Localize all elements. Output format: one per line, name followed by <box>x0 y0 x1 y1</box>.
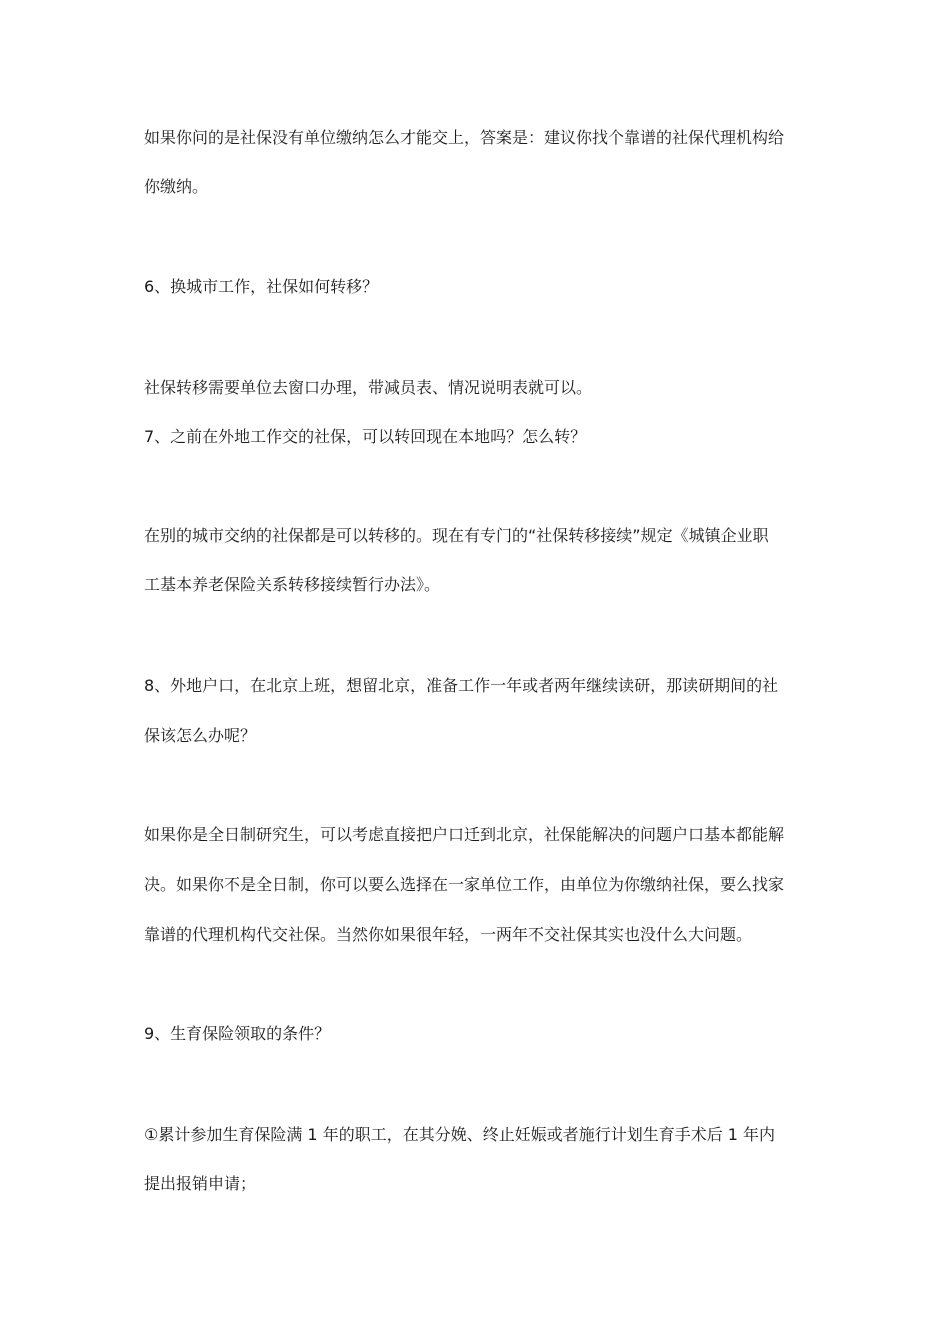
text-line: 你缴纳。 <box>144 177 209 196</box>
text-line: 提出报销申请； <box>144 1174 257 1193</box>
text-line: ①累计参加生育保险满 1 年的职工，在其分娩、终止妊娠或者施行计划生育手术后 1 年内 <box>144 1125 776 1144</box>
text-line: 8、外地户口，在北京上班，想留北京，准备工作一年或者两年继续读研，那读研期间的社 <box>144 676 779 695</box>
text-line: 工基本养老保险关系转移接续暂行办法》。 <box>144 575 441 594</box>
text-line: 社保转移需要单位去窗口办理，带减员表、情况说明表就可以。 <box>144 378 593 397</box>
text-line: 9、生育保险领取的条件？ <box>144 1024 331 1043</box>
text-line: 决。如果你不是全日制，你可以要么选择在一家单位工作，由单位为你缴纳社保，要么找家 <box>144 875 785 894</box>
text-line: 如果你是全日制研究生，可以考虑直接把户口迁到北京，社保能解决的问题户口基本都能解 <box>144 825 785 844</box>
text-line: 如果你问的是社保没有单位缴纳怎么才能交上，答案是：建议你找个靠谱的社保代理机构给 <box>144 128 785 147</box>
text-line: 在别的城市交纳的社保都是可以转移的。现在有专门的“社保转移接续”规定《城镇企业职 <box>144 526 769 545</box>
text-line: 靠谱的代理机构代交社保。当然你如果很年轻，一两年不交社保其实也没什么大问题。 <box>144 925 753 944</box>
text-line: 7、之前在外地工作交的社保，可以转回现在本地吗？怎么转？ <box>144 427 587 446</box>
text-line: 保该怎么办呢？ <box>144 726 257 745</box>
text-line: 6、换城市工作，社保如何转移？ <box>144 277 379 296</box>
